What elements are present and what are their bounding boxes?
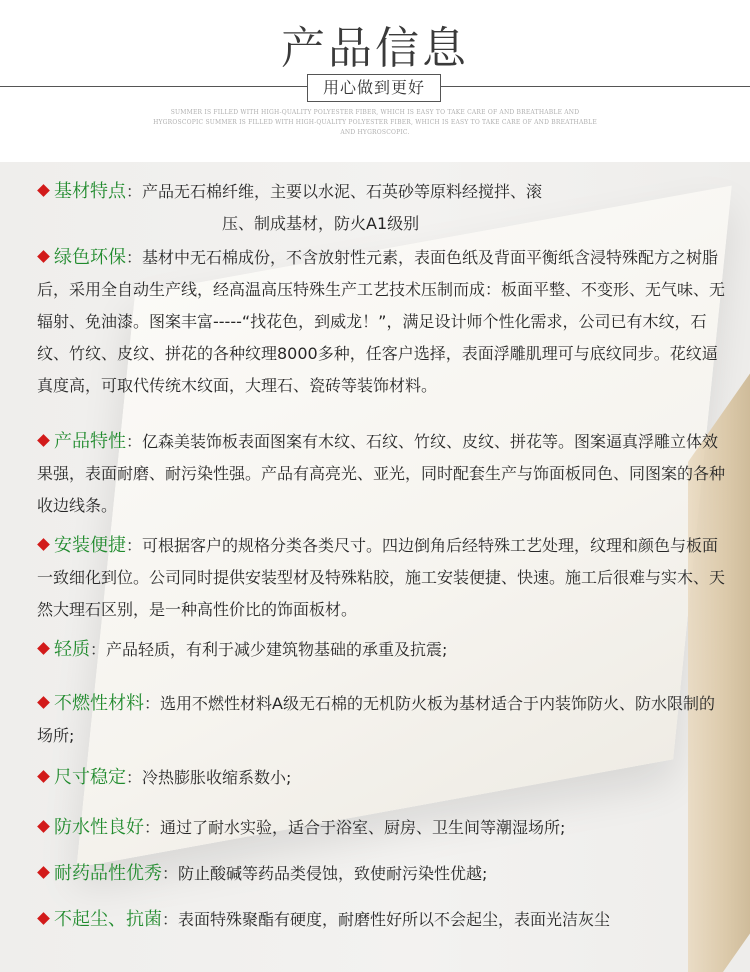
- feature-label: 产品特性: [54, 431, 126, 452]
- diamond-bullet-icon: [37, 642, 50, 655]
- feature-item: 不起尘、抗菌：表面特殊聚酯有硬度，耐磨性好所以不会起尘，表面光洁灰尘: [37, 904, 727, 936]
- feature-item: 防水性良好：通过了耐水实验，适合于浴室、厨房、卫生间等潮湿场所;: [37, 812, 727, 844]
- feature-text: 选用不燃性材料A级无石棉的无机防火板为基材适合于内装饰防火、防水限制的场所;: [37, 694, 715, 745]
- feature-label: 基材特点: [54, 181, 126, 202]
- feature-item: 尺寸稳定：冷热膨胀收缩系数小;: [37, 762, 727, 794]
- diamond-bullet-icon: [37, 912, 50, 925]
- subtitle-badge: 用心做到更好: [307, 74, 441, 102]
- feature-label: 不燃性材料: [54, 693, 144, 714]
- feature-text: 可根据客户的规格分类各类尺寸。四边倒角后经特殊工艺处理，纹理和颜色与板面一致细化到位。公司同时提供安装型材及特殊粘胶，施工安装便捷、快速。施工后很难与实木、天然大理石区别，是一种高性价比的饰面板材。: [37, 536, 726, 619]
- feature-text: 通过了耐水实验，适合于浴室、厨房、卫生间等潮湿场所;: [160, 818, 566, 837]
- feature-text-continued: 压、制成基材，防火A1级别: [222, 214, 420, 233]
- divider-left: [0, 86, 307, 87]
- feature-item: 轻质：产品轻质，有利于减少建筑物基础的承重及抗震;: [37, 634, 727, 666]
- feature-item: 不燃性材料：选用不燃性材料A级无石棉的无机防火板为基材适合于内装饰防火、防水限制的场所;: [37, 693, 715, 745]
- feature-text: 亿森美装饰板表面图案有木纹、石纹、竹纹、皮纹、拼花等。图案逼真浮雕立体效果强，表面耐磨、耐污染性强。产品有高亮光、亚光，同时配套生产与饰面板同色、同图案的各种收边线条。: [37, 432, 726, 515]
- feature-label: 防水性良好: [54, 817, 144, 838]
- feature-item: 绿色环保：基材中无石棉成份，不含放射性元素，表面色纸及背面平衡纸含浸特殊配方之树脂后，采用全自动生产线，经高温高压特殊生产工艺技术压制而成：板面平整、不变形、无气味、无辐射、免油漆。图案丰富-----“找花色，到威龙！”，满足设计师个性化需求，公司已有木纹，石纹、竹纹、皮纹、拼花的各种纹理8000多种，任客户选择，表面浮雕肌理可与底纹同步。花纹逼真度高，可取代传统木纹面，大理石、瓷砖等装饰材料。: [37, 247, 726, 395]
- tagline-text: SUMMER IS FILLED WITH HIGH-QUALITY POLYESTER FIBER, WHICH IS EASY TO TAKE CARE OF AND BREATHABLE AND HYGROSCOPIC SUMMER IS FILLED WITH HIGH-QUALITY POLYESTER FIBER, WHICH IS EASY TO TAKE CARE OF AND BREATHABLE AND HYGROSCOPIC.: [153, 109, 597, 136]
- diamond-bullet-icon: [37, 434, 50, 447]
- feature-label: 绿色环保: [54, 247, 126, 268]
- feature-text: 产品轻质，有利于减少建筑物基础的承重及抗震;: [106, 640, 448, 659]
- feature-text: 冷热膨胀收缩系数小;: [142, 768, 292, 787]
- feature-item: 产品特性：亿森美装饰板表面图案有木纹、石纹、竹纹、皮纹、拼花等。图案逼真浮雕立体效果强，表面耐磨、耐污染性强。产品有高亮光、亚光，同时配套生产与饰面板同色、同图案的各种收边线条。: [37, 431, 726, 515]
- diamond-bullet-icon: [37, 184, 50, 197]
- divider-right: [441, 86, 750, 87]
- page-title: 产品信息: [281, 23, 469, 74]
- feature-item: 基材特点：产品无石棉纤维，主要以水泥、石英砂等原料经搅拌、滚 压、制成基材，防火A1级别: [37, 176, 727, 240]
- feature-label: 尺寸稳定: [54, 767, 126, 788]
- feature-text: 产品无石棉纤维，主要以水泥、石英砂等原料经搅拌、滚: [142, 182, 543, 201]
- feature-label: 安装便捷: [54, 535, 126, 556]
- diamond-bullet-icon: [37, 538, 50, 551]
- feature-label: 不起尘、抗菌: [54, 909, 162, 930]
- product-info-panel: [0, 162, 750, 972]
- feature-text: 表面特殊聚酯有硬度，耐磨性好所以不会起尘，表面光洁灰尘: [178, 910, 611, 929]
- diamond-bullet-icon: [37, 820, 50, 833]
- feature-label: 轻质: [54, 639, 90, 660]
- feature-text: 基材中无石棉成份，不含放射性元素，表面色纸及背面平衡纸含浸特殊配方之树脂后，采用全自动生产线，经高温高压特殊生产工艺技术压制而成：板面平整、不变形、无气味、无辐射、免油漆。图案丰富-----“找花色，到威龙！”，满足设计师个性化需求，公司已有木纹，石纹、竹纹、皮纹、拼花的各种纹理8000多种，任客户选择，表面浮雕肌理可与底纹同步。花纹逼真度高，可取代传统木纹面，大理石、瓷砖等装饰材料。: [37, 248, 726, 395]
- feature-label: 耐药品性优秀: [54, 863, 162, 884]
- header: [0, 0, 750, 162]
- feature-item: 安装便捷：可根据客户的规格分类各类尺寸。四边倒角后经特殊工艺处理，纹理和颜色与板面一致细化到位。公司同时提供安装型材及特殊粘胶，施工安装便捷、快速。施工后很难与实木、天然大理石区别，是一种高性价比的饰面板材。: [37, 535, 726, 619]
- feature-item: 耐药品性优秀：防止酸碱等药品类侵蚀，致使耐污染性优越;: [37, 858, 727, 890]
- diamond-bullet-icon: [37, 866, 50, 879]
- feature-text: 防止酸碱等药品类侵蚀，致使耐污染性优越;: [178, 864, 488, 883]
- diamond-bullet-icon: [37, 696, 50, 709]
- diamond-bullet-icon: [37, 770, 50, 783]
- diamond-bullet-icon: [37, 250, 50, 263]
